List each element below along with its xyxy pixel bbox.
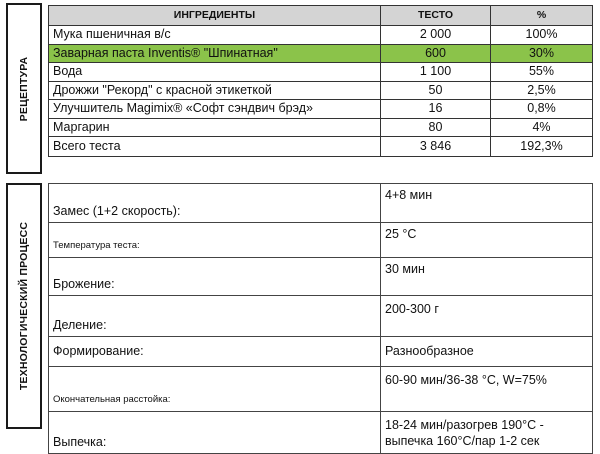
table-row-highlighted (49, 44, 593, 63)
process-table (48, 183, 593, 454)
table-row (49, 63, 593, 82)
recipe-header-row (49, 6, 593, 26)
ingredient-percent: 2,5% (491, 81, 593, 100)
ingredient-name: Заварная паста Inventis® "Шпинатная" (49, 44, 381, 63)
ingredient-name: Вода (49, 63, 381, 82)
table-row (49, 367, 593, 412)
process-step-label: Выпечка: (49, 412, 381, 454)
ingredient-amount: 600 (381, 44, 491, 63)
table-row (49, 337, 593, 367)
process-step-value: Разнообразное (381, 337, 593, 367)
process-side-label: ТЕХНОЛОГИЧЕСКИЙ ПРОЦЕСС (18, 221, 30, 391)
process-step-label: Замес (1+2 скорость): (49, 184, 381, 223)
process-section (6, 183, 594, 449)
table-row (49, 258, 593, 296)
ingredient-percent: 192,3% (491, 137, 593, 157)
table-row-total (49, 137, 593, 157)
process-side-tab (6, 183, 42, 429)
ingredient-percent: 4% (491, 118, 593, 137)
table-row (49, 118, 593, 137)
ingredient-amount: 3 846 (381, 137, 491, 157)
ingredient-amount: 2 000 (381, 26, 491, 45)
process-step-label: Брожение: (49, 258, 381, 296)
table-row (49, 26, 593, 45)
process-step-label: Температура теста: (49, 223, 381, 258)
ingredient-name: Мука пшеничная в/с (49, 26, 381, 45)
header-ingredients: ИНГРЕДИЕНТЫ (49, 6, 381, 26)
process-step-value: 25 °С (381, 223, 593, 258)
header-dough: ТЕСТО (381, 6, 491, 26)
ingredient-percent: 30% (491, 44, 593, 63)
ingredient-amount: 50 (381, 81, 491, 100)
ingredient-name: Всего теста (49, 137, 381, 157)
ingredient-percent: 55% (491, 63, 593, 82)
recipe-side-tab (6, 3, 42, 174)
table-row (49, 223, 593, 258)
table-row (49, 100, 593, 119)
ingredient-amount: 80 (381, 118, 491, 137)
ingredient-name: Маргарин (49, 118, 381, 137)
table-row (49, 296, 593, 337)
ingredient-percent: 0,8% (491, 100, 593, 119)
process-step-value: 4+8 мин (381, 184, 593, 223)
ingredient-percent: 100% (491, 26, 593, 45)
recipe-table (48, 5, 593, 157)
table-row (49, 81, 593, 100)
table-row (49, 184, 593, 223)
recipe-section (6, 3, 594, 174)
header-percent: % (491, 6, 593, 26)
process-step-value: 200-300 г (381, 296, 593, 337)
ingredient-name: Улучшитель Magimix® «Софт сэндвич брэд» (49, 100, 381, 119)
ingredient-amount: 16 (381, 100, 491, 119)
process-step-value: 18-24 мин/разогрев 190°С - выпечка 160°С/пар 1-2 сек (381, 412, 593, 454)
ingredient-name: Дрожжи "Рекорд" с красной этикеткой (49, 81, 381, 100)
process-step-value: 60-90 мин/36-38 °С, W=75% (381, 367, 593, 412)
process-step-label: Формирование: (49, 337, 381, 367)
recipe-side-label: РЕЦЕПТУРА (18, 56, 30, 121)
process-step-label: Деление: (49, 296, 381, 337)
ingredient-amount: 1 100 (381, 63, 491, 82)
process-step-value: 30 мин (381, 258, 593, 296)
process-step-label: Окончательная расстойка: (49, 367, 381, 412)
